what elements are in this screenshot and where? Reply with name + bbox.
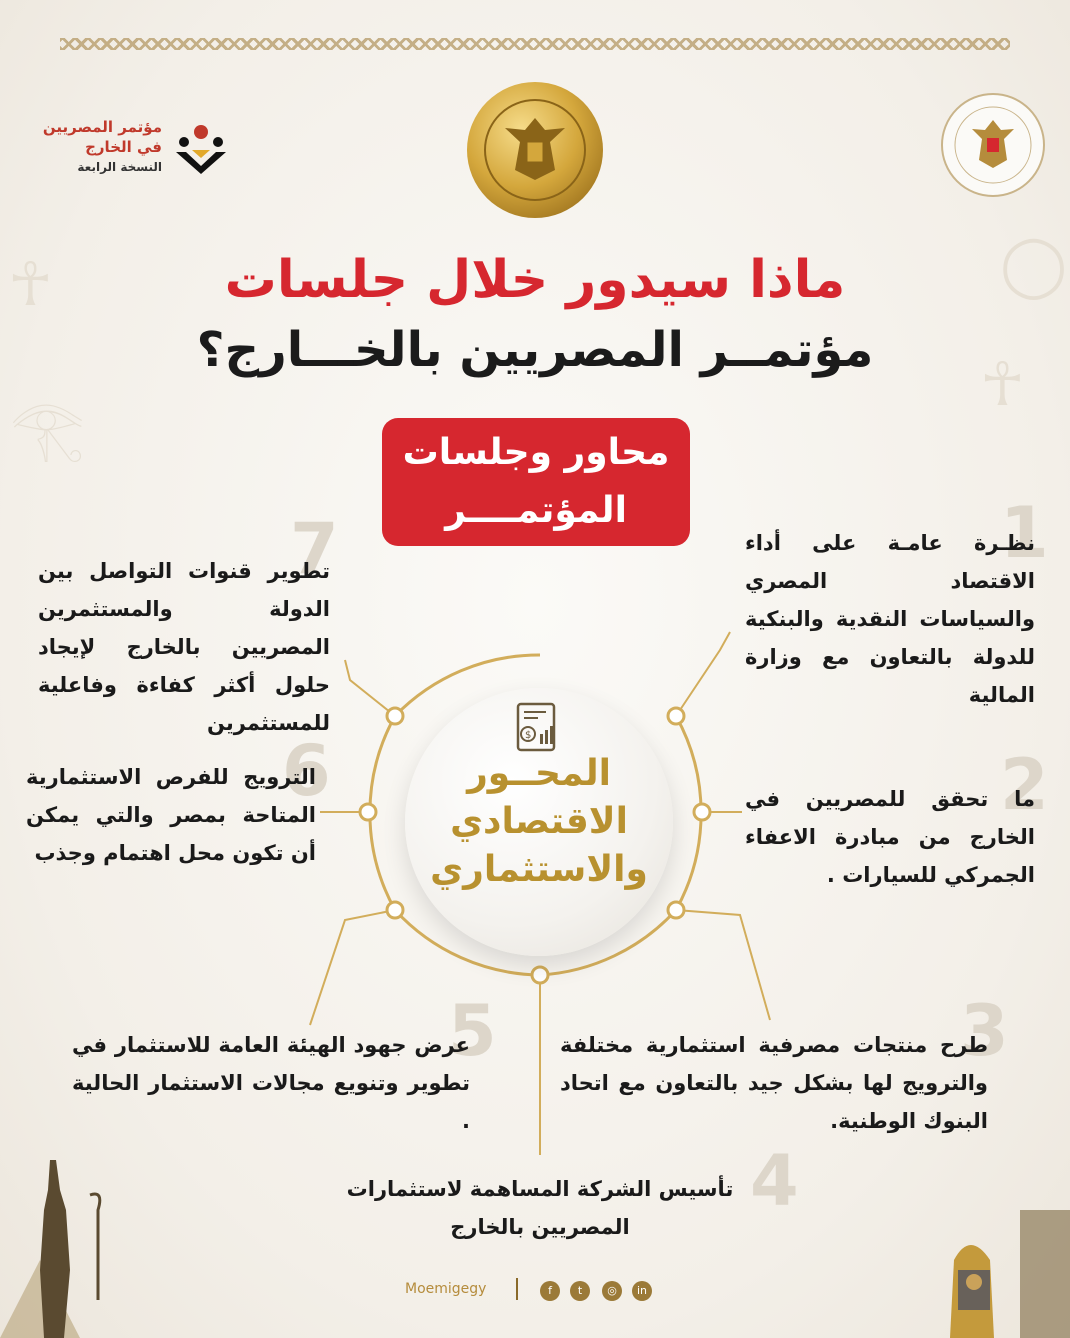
- item-text-4: تأسيس الشركة المساهمة لاستثمارات المصريين بالخارج: [346, 1177, 734, 1239]
- linkedin-icon[interactable]: in: [632, 1281, 652, 1301]
- instagram-icon[interactable]: ◎: [602, 1281, 622, 1301]
- item-text-1: نظـرة عامـة على أداء الاقتصاد المصري والسياسات النقدية والبنكية للدولة بالتعاون مع وزارة المالية: [745, 531, 1035, 707]
- logo-line-2: في الخارج: [85, 138, 162, 156]
- social-handle[interactable]: Moemigegy: [405, 1281, 487, 1297]
- item-number: 2: [1000, 744, 1049, 826]
- hieroglyph-decoration: ☥: [8, 250, 53, 320]
- item-number: 3: [960, 990, 1009, 1072]
- center-title: [405, 750, 673, 894]
- pharaoh-statue-icon: [0, 1150, 120, 1338]
- item-number: 6: [282, 730, 331, 812]
- item-text-2: ما تحقق للمصريين في الخارج من مبادرة الاعفاء الجمركي للسيارات .: [745, 787, 1035, 887]
- hieroglyph-decoration: ◯: [1000, 230, 1068, 300]
- section-badge-line-1: محاور وجلسات: [402, 432, 670, 473]
- item-number: 4: [750, 1140, 799, 1222]
- hieroglyph-decoration: ☥: [980, 350, 1025, 420]
- twitter-icon[interactable]: t: [570, 1281, 590, 1301]
- facebook-icon[interactable]: f: [540, 1281, 560, 1301]
- logo-line-1: مؤتمر المصريين: [42, 118, 162, 136]
- item-number: 7: [290, 508, 339, 590]
- tutankhamun-mask-icon: [930, 1190, 1070, 1338]
- item-text-5: عرض جهود الهيئة العامة للاستثمار في تطوير وتنويع مجالات الاستثمار الحالية .: [72, 1033, 470, 1133]
- center-title-line-1: المحــور: [467, 753, 611, 794]
- item-text-7: تطوير قنوات التواصل بين الدولة والمستثمرين المصريين بالخارج لإيجاد حلول أكثر كفاءة وفاعلية للمستثمرين: [38, 559, 330, 735]
- footer-separator: [516, 1278, 518, 1300]
- hieroglyph-decoration: 𓂀: [10, 394, 85, 464]
- item-text-6: الترويج للفرص الاستثمارية المتاحة بمصر والتي يمكن أن تكون محل اهتمام وجذب: [26, 765, 316, 865]
- svg-text:$: $: [525, 730, 532, 741]
- main-title-line-1: ماذا سيدور خلال جلسات: [224, 250, 846, 310]
- item-text-3: طرح منتجات مصرفية استثمارية مختلفة والترويج لها بشكل جيد بالتعاون مع اتحاد البنوك الوطنية.: [560, 1033, 988, 1133]
- center-title-line-2: الاقتصادي: [450, 801, 628, 842]
- investment-report-icon: [508, 700, 564, 756]
- section-badge-line-2: المؤتمــــر: [445, 490, 627, 531]
- item-number: 5: [448, 990, 497, 1072]
- center-title-line-3: والاستثماري: [430, 849, 648, 890]
- main-title-line-2: مؤتمــر المصريين بالخـــارج؟: [196, 322, 874, 378]
- item-number: 1: [1000, 492, 1049, 574]
- logo-line-3: النسخة الرابعة: [77, 160, 162, 174]
